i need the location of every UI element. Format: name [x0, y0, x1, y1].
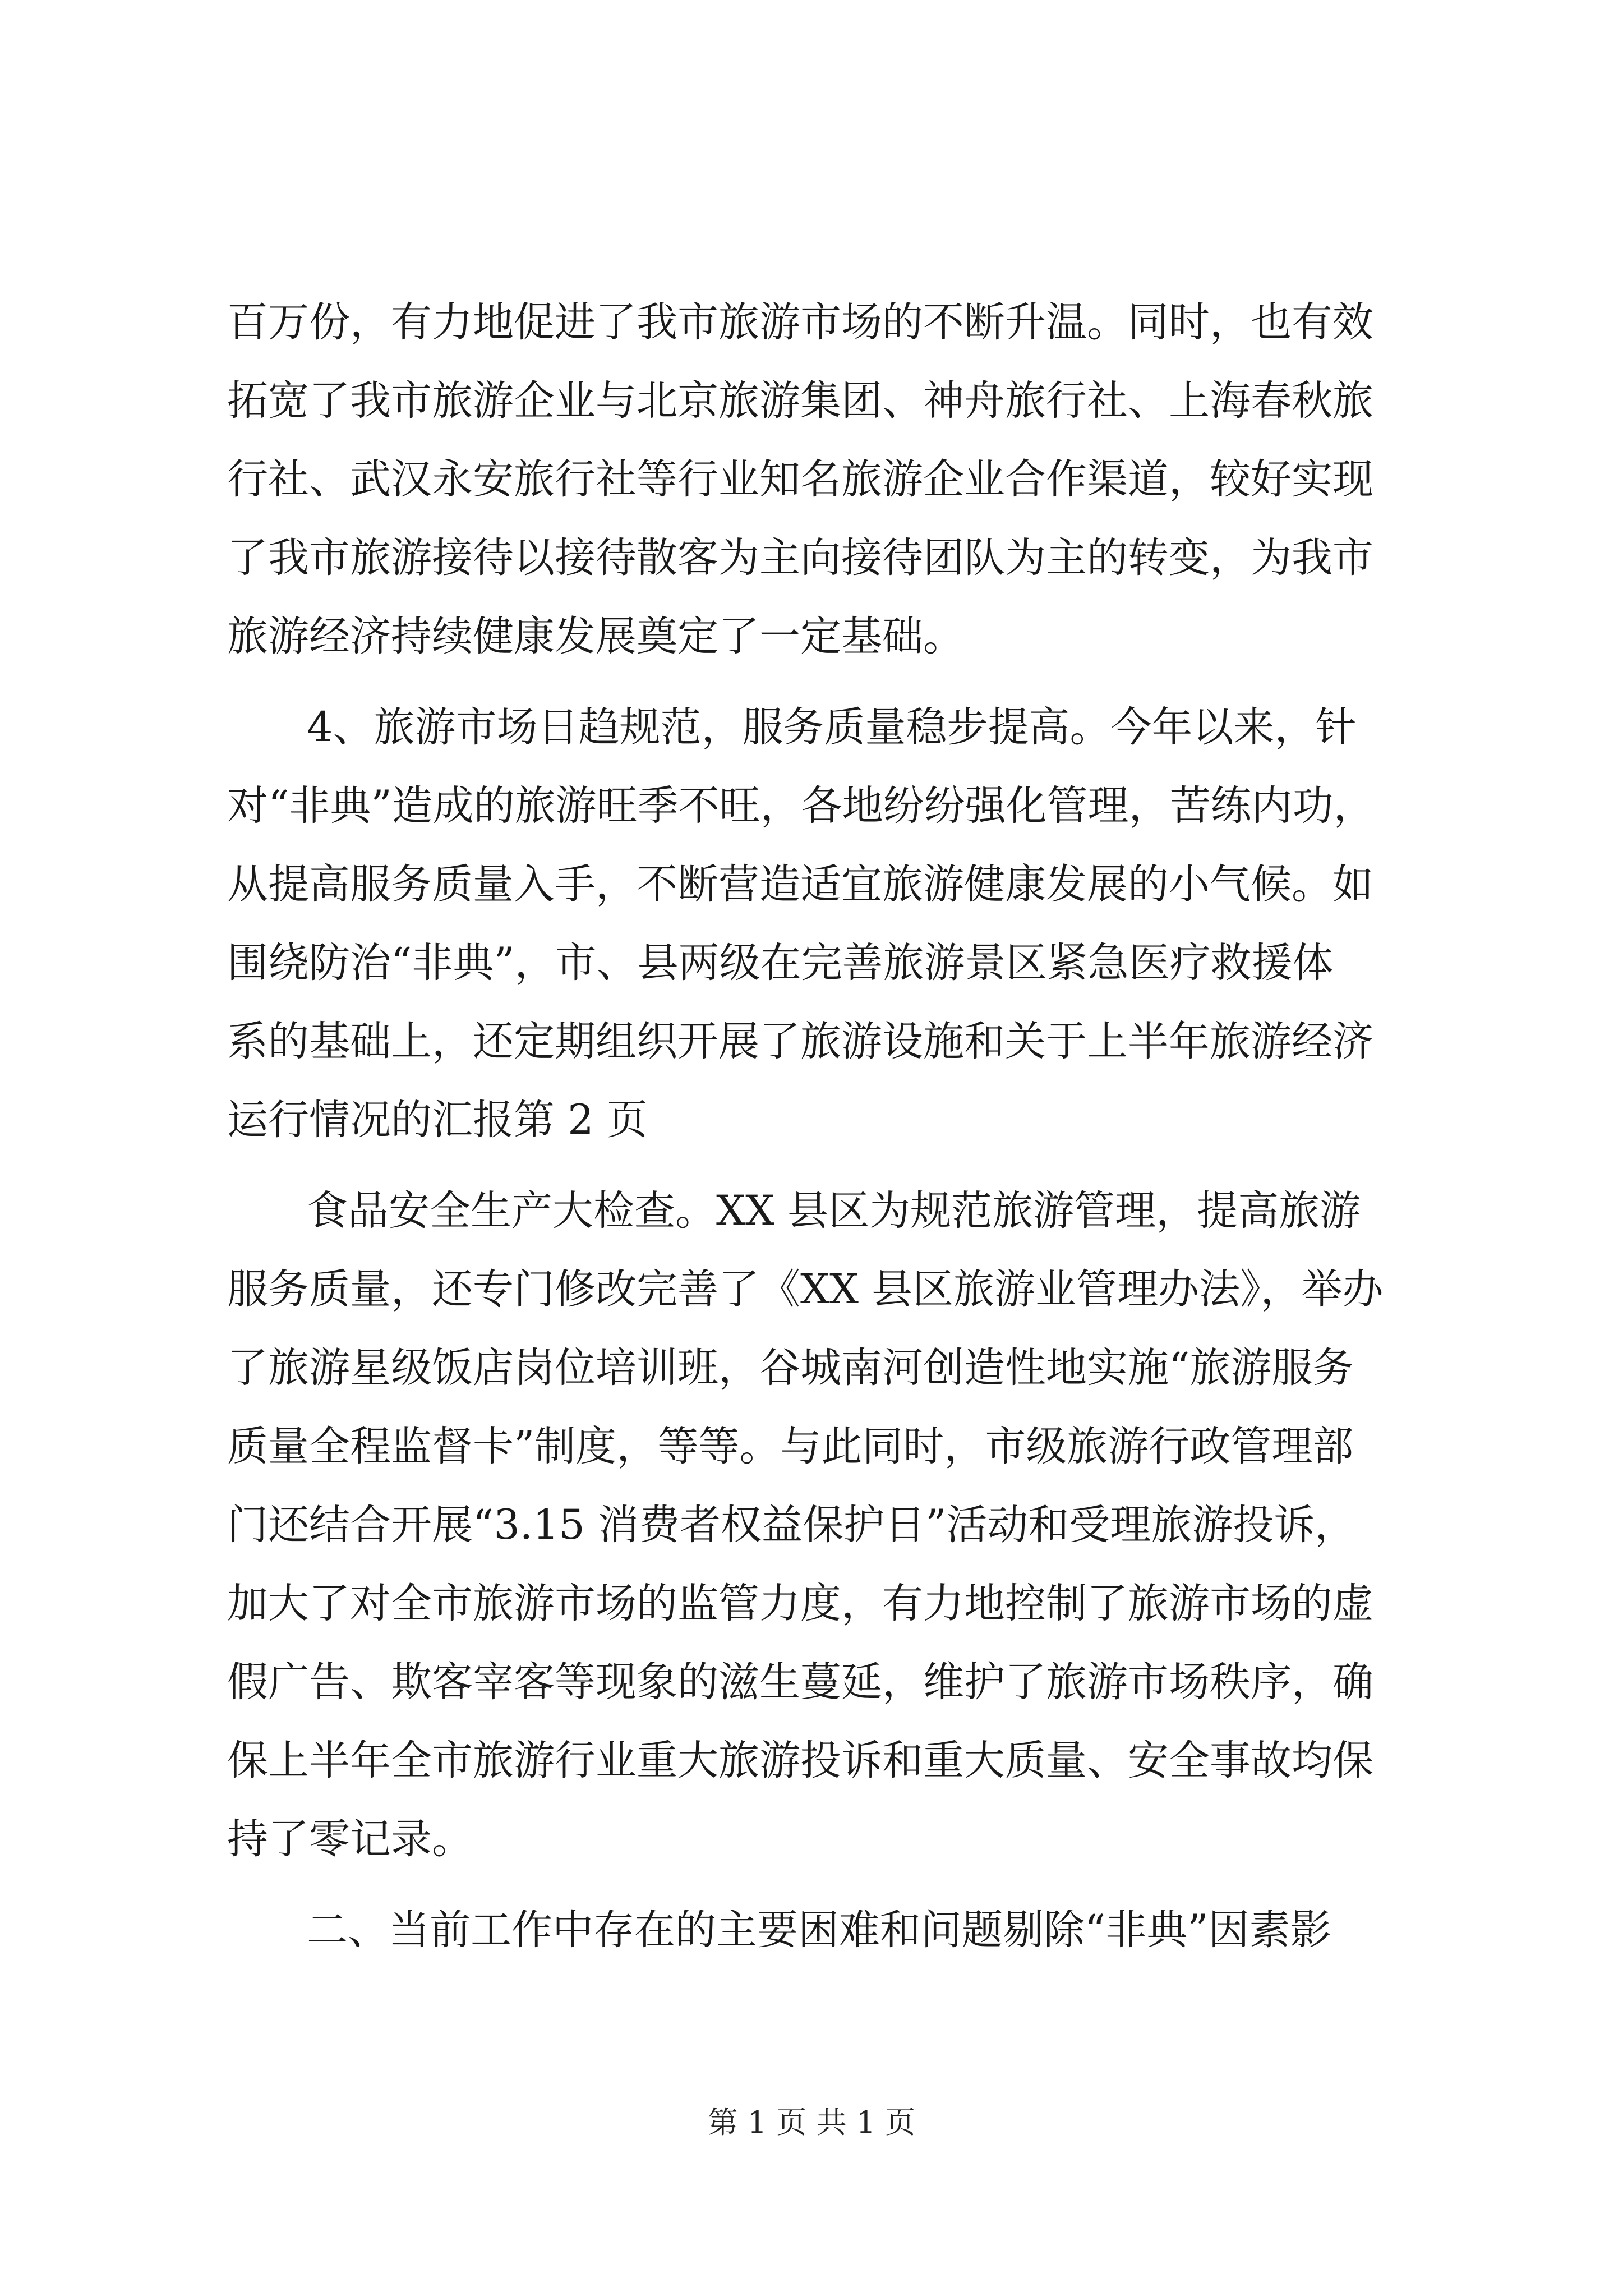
text-line: 行社、武汉永安旅行社等行业知名旅游企业合作渠道，较好实现: [227, 455, 1373, 503]
paragraph-1: [227, 283, 1433, 676]
text-line: 质量全程监督卡”制度，等等。与此同时，市级旅游行政管理部: [227, 1423, 1354, 1470]
text-line: 门还结合开展“3.15 消费者权益保护日”活动和受理旅游投诉，: [227, 1501, 1356, 1549]
text-line: 假广告、欺客宰客等现象的滋生蔓延，维护了旅游市场秩序，确: [227, 1658, 1373, 1706]
text-line: 百万份，有力地促进了我市旅游市场的不断升温。同时，也有效: [227, 298, 1373, 346]
paragraph-4: [227, 1891, 1433, 1970]
text-line: 服务质量，还专门修改完善了《XX 县区旅游业管理办法》，举办: [227, 1266, 1384, 1313]
text-line: 了我市旅游接待以接待散客为主向接待团队为主的转变，为我市: [227, 534, 1373, 582]
text-line: 对“非典”造成的旅游旺季不旺，各地纷纷强化管理，苦练内功，: [227, 782, 1375, 830]
text-line: 4、旅游市场日趋规范，服务质量稳步提高。今年以来，针: [307, 703, 1357, 751]
text-line: 二、当前工作中存在的主要困难和问题剔除“非典”因素影: [307, 1906, 1331, 1954]
text-line: 运行情况的汇报第 2 页: [227, 1096, 648, 1144]
paragraph-spacing: [227, 676, 1433, 688]
text-line: 食品安全生产大检查。XX 县区为规范旅游管理，提高旅游: [307, 1187, 1361, 1235]
text-line: 持了零记录。: [227, 1815, 473, 1863]
paragraph-2: [227, 688, 1433, 1159]
text-line: 系的基础上，还定期组织开展了旅游设施和关于上半年旅游经济: [227, 1018, 1373, 1065]
text-line: 从提高服务质量入手，不断营造适宜旅游健康发展的小气候。如: [227, 861, 1373, 908]
document-body: [227, 283, 1433, 1970]
text-line: 了旅游星级饭店岗位培训班，谷城南河创造性地实施“旅游服务: [227, 1344, 1354, 1392]
paragraph-3: [227, 1172, 1433, 1879]
text-line: 围绕防治“非典”，市、县两级在完善旅游景区紧急医疗救援体: [227, 939, 1334, 987]
paragraph-spacing: [227, 1879, 1433, 1891]
text-line: 保上半年全市旅游行业重大旅游投诉和重大质量、安全事故均保: [227, 1737, 1373, 1784]
text-line: 旅游经济持续健康发展奠定了一定基础。: [227, 613, 964, 660]
paragraph-spacing: [227, 1159, 1433, 1172]
text-line: 拓宽了我市旅游企业与北京旅游集团、神舟旅行社、上海春秋旅: [227, 377, 1373, 425]
page-footer: 第 1 页 共 1 页: [707, 2105, 916, 2140]
text-line: 加大了对全市旅游市场的监管力度，有力地控制了旅游市场的虚: [227, 1580, 1373, 1627]
